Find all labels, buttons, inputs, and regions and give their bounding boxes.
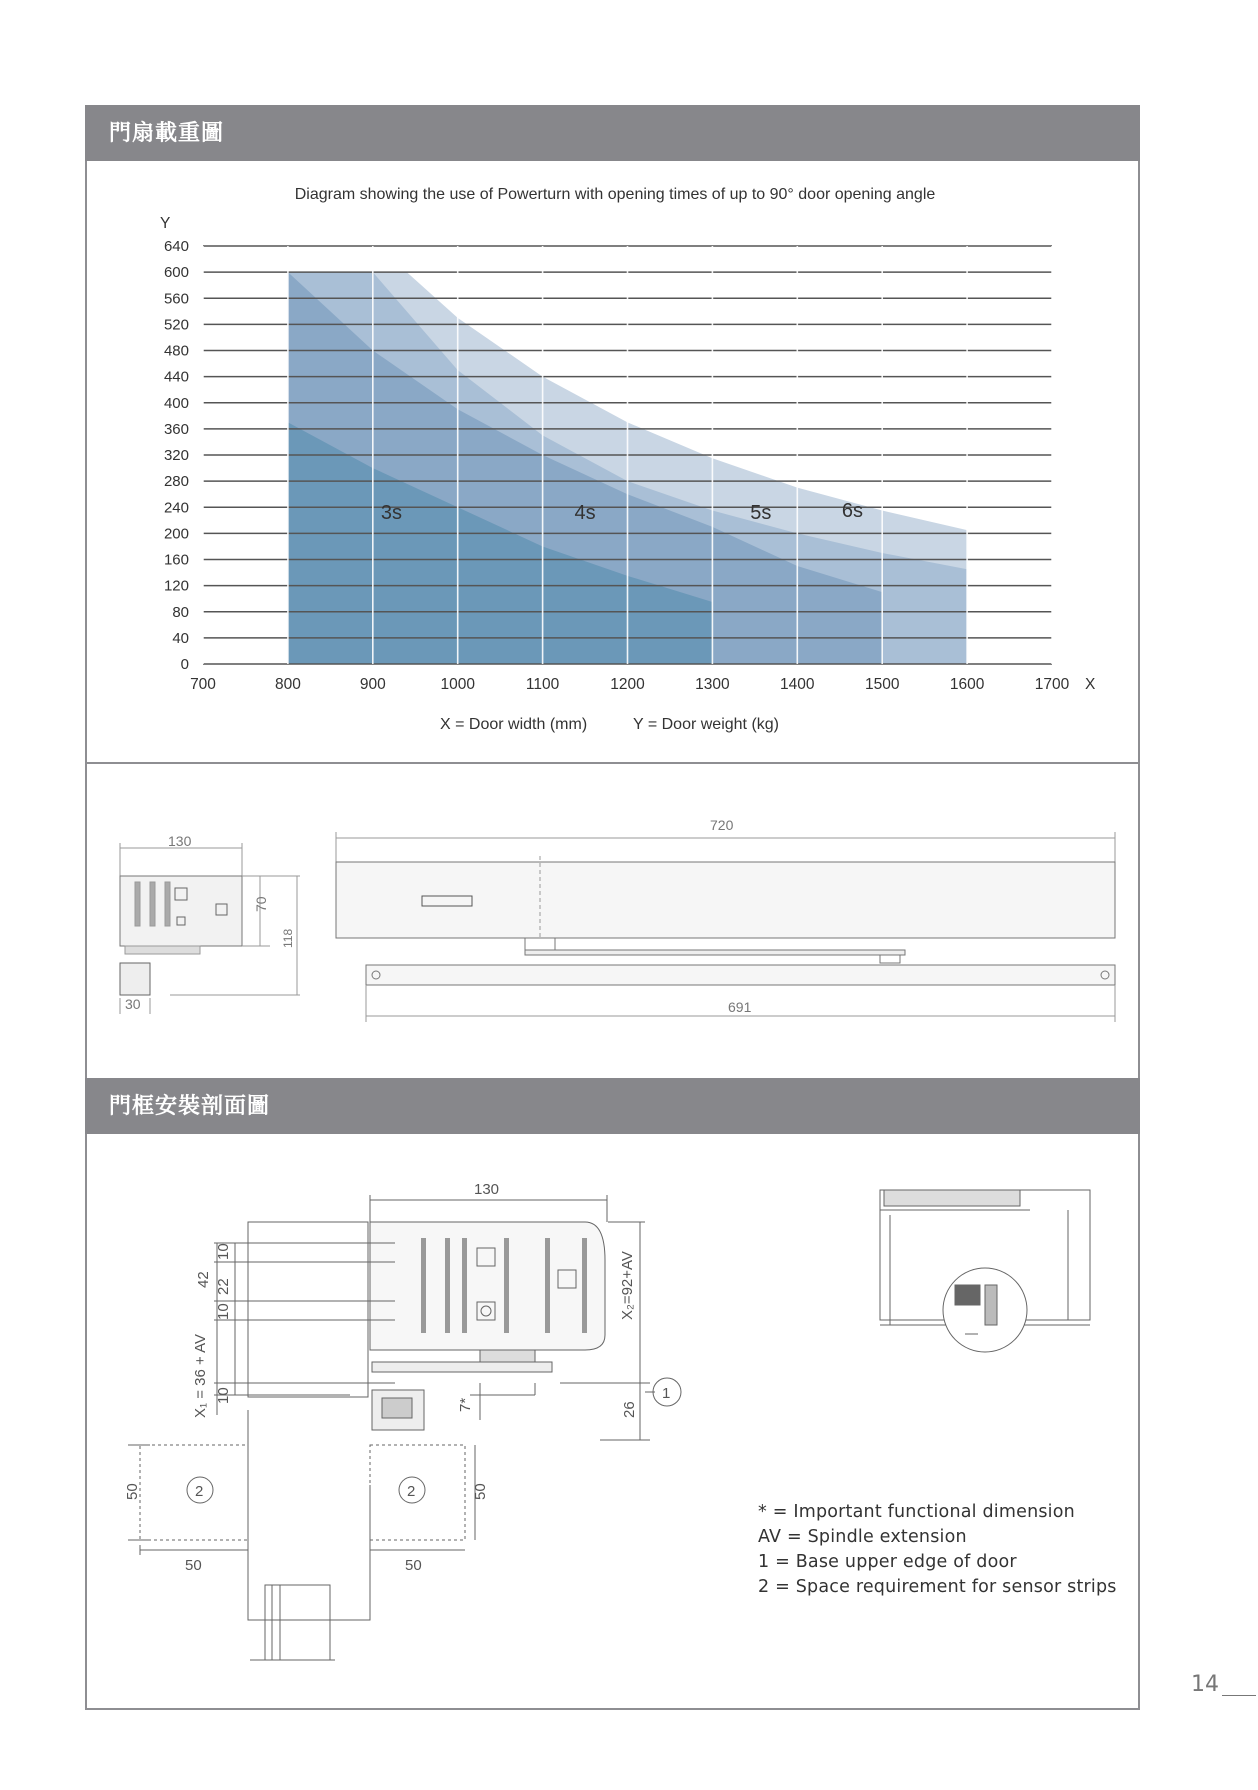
x-tick-label: 1500 [864, 676, 900, 693]
x-tick-label: 1300 [695, 676, 730, 693]
x-axis-letter: X [1085, 676, 1096, 693]
y-tick-label: 480 [163, 342, 189, 360]
dim-7: 7* [457, 1397, 474, 1412]
x-tick-label: 1000 [440, 676, 475, 693]
y-tick-label: 600 [163, 264, 189, 282]
dim-50-right-h: 50 [405, 1557, 422, 1574]
y-tick-label: 400 [163, 394, 189, 412]
dim-22: 22 [215, 1278, 232, 1295]
y-tick-label: 80 [172, 603, 189, 621]
y-tick-label: 280 [163, 473, 189, 491]
dim-front-length: 720 [710, 817, 734, 833]
legend-line: * = Important functional dimension [758, 1502, 1075, 1522]
dim-x2: X₂=92+AV [619, 1251, 636, 1320]
y-tick-label: 120 [163, 577, 189, 595]
x-tick-label: 800 [274, 676, 301, 693]
section-title: 門扇載重圖 [109, 120, 225, 145]
series-label-4s: 4s [574, 502, 596, 525]
x-axis-label: X = Door width (mm) [440, 716, 588, 733]
section-title: 門框安裝剖面圖 [109, 1093, 271, 1118]
dim-50-left-v: 50 [124, 1483, 141, 1500]
dim-10c: 10 [215, 1387, 232, 1404]
y-tick-label: 0 [180, 656, 189, 673]
y-tick-label: 440 [163, 368, 189, 386]
x-tick-label: 1100 [525, 676, 560, 693]
series-label-5s: 5s [750, 502, 772, 525]
series-label-6s: 6s [841, 500, 864, 523]
x-tick-label: 1400 [780, 676, 815, 693]
x-tick-label: 1200 [610, 676, 645, 693]
dim-side-foot: 30 [125, 996, 141, 1012]
y-tick-label: 240 [163, 499, 189, 517]
series-label-3s: 3s [380, 502, 403, 525]
y-axis-letter: Y [160, 215, 171, 232]
x-tick-label: 1700 [1034, 676, 1070, 693]
dim-side-total: 118 [281, 928, 295, 948]
x-tick-label: 700 [190, 676, 216, 693]
y-tick-label: 520 [163, 316, 189, 334]
dim-10a: 10 [215, 1243, 232, 1260]
y-tick-label: 160 [163, 551, 189, 569]
legend [758, 1500, 1117, 1600]
callout-2a: 2 [195, 1483, 204, 1500]
legend-line: 2 = Space requirement for sensor strips [758, 1577, 1117, 1597]
y-tick-label: 640 [163, 238, 189, 255]
legend-line: AV = Spindle extension [758, 1527, 967, 1547]
dim-side-width: 130 [168, 833, 192, 849]
y-tick-label: 360 [163, 420, 189, 438]
dim-section-width: 130 [474, 1181, 500, 1198]
y-tick-label: 560 [163, 290, 189, 308]
dim-10b: 10 [215, 1303, 232, 1320]
y-tick-label: 40 [172, 629, 189, 647]
callout-2b: 2 [407, 1483, 416, 1500]
callout-1: 1 [662, 1385, 671, 1402]
x-tick-label: 900 [359, 676, 386, 693]
y-tick-label: 200 [163, 525, 189, 543]
dim-rail-length: 691 [728, 999, 752, 1015]
x-tick-label: 1600 [949, 676, 985, 693]
chart-title: Diagram showing the use of Powerturn with opening times of up to 90° door opening angle [294, 186, 936, 203]
dim-50-left-h: 50 [185, 1557, 202, 1574]
dim-42: 42 [195, 1271, 212, 1288]
dim-26: 26 [621, 1401, 638, 1418]
y-tick-label: 320 [163, 447, 189, 464]
dim-side-height: 70 [253, 896, 269, 912]
dim-50-right-v: 50 [472, 1483, 489, 1500]
page-number: 14 [1191, 1672, 1219, 1697]
page-number-rule [1222, 1695, 1256, 1696]
legend-line: 1 = Base upper edge of door [758, 1552, 1017, 1572]
y-axis-label: Y = Door weight (kg) [633, 716, 779, 733]
dim-x1: X₁ = 36 + AV [192, 1333, 209, 1418]
